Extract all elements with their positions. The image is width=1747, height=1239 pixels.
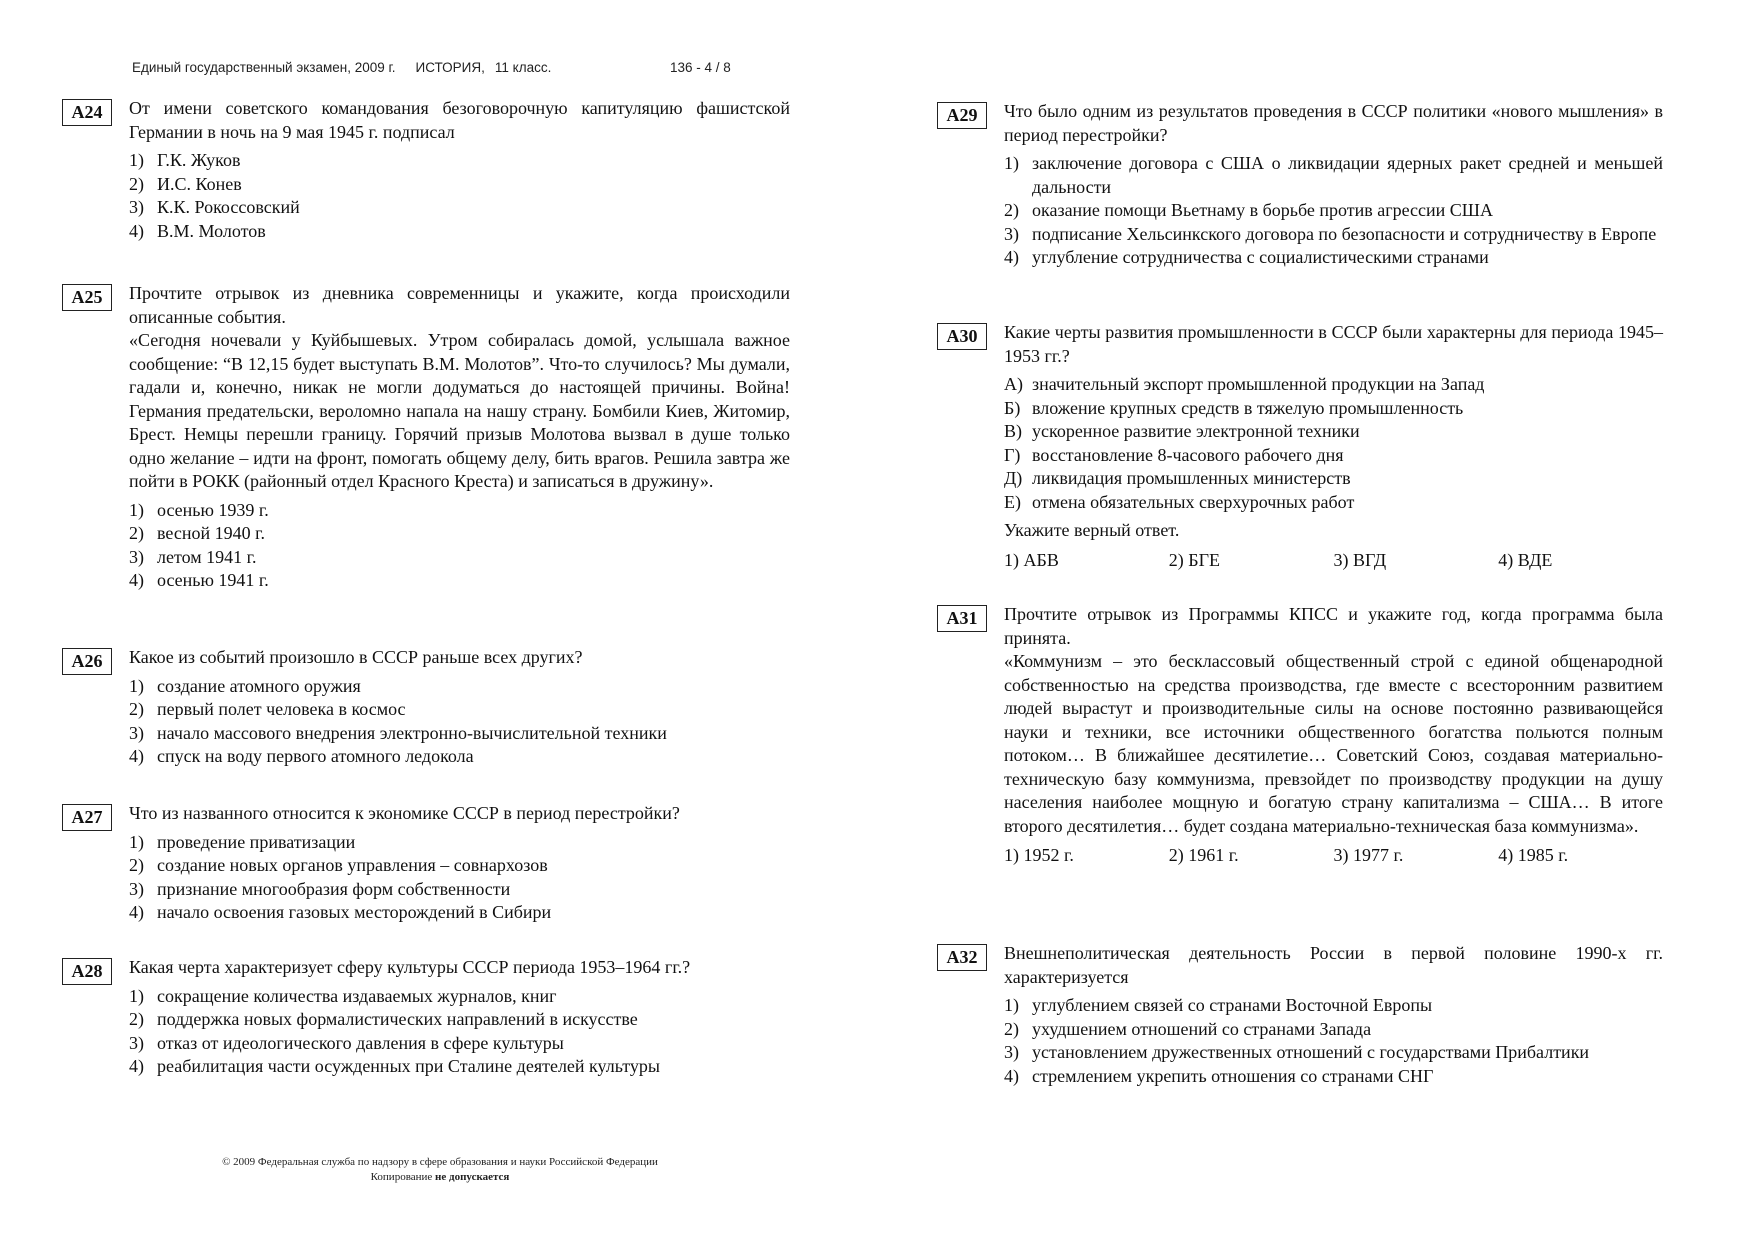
question-number: А24 (62, 99, 112, 126)
question-text: Что было одним из результатов проведения в СССР политики «нового мышления» в период перестройки? (1004, 101, 1663, 145)
question-text (129, 282, 790, 494)
option: 1) заключение договора с США о ликвидации ядерных ракет средней и меньшей дальности (1004, 153, 1663, 197)
options (129, 149, 790, 243)
question-prompt: Прочтите отрывок из Программы КПСС и укажите год, когда программа была принята. (1004, 604, 1663, 648)
option: 1) АБВ (1004, 549, 1059, 570)
question-a24 (62, 97, 790, 243)
answer-options (1004, 844, 1663, 868)
lettered-item: В) ускоренное развитие электронной техники (1004, 421, 1360, 441)
options (1004, 994, 1663, 1088)
question-a31 (937, 603, 1663, 868)
copyright-line: © 2009 Федеральная служба по надзору в сфере образования и науки Российской Федерации (222, 1156, 658, 1168)
options (1004, 152, 1663, 270)
question-text: Что из названного относится к экономике СССР в период перестройки? (129, 803, 680, 823)
option: 3) К.К. Рокоссовский (129, 197, 300, 217)
question-a26 (62, 646, 790, 769)
option: 2) первый полет человека в космос (129, 699, 406, 719)
options (129, 499, 790, 593)
question-number: А29 (937, 102, 987, 129)
question-number: А32 (937, 944, 987, 971)
question-number: А28 (62, 958, 112, 985)
question-text: Какая черта характеризует сферу культуры СССР периода 1953–1964 гг.? (129, 957, 691, 977)
page-footer (160, 1155, 720, 1185)
subject: ИСТОРИЯ, (415, 60, 485, 75)
answer-prompt: Укажите верный ответ. (1004, 520, 1180, 540)
question-text: Какие черты развития промышленности в СССР были характерны для периода 1945–1953 гг.? (1004, 322, 1663, 366)
page-header (132, 60, 731, 75)
option: 1) углублением связей со странами Восточной Европы (1004, 995, 1433, 1015)
question-a30 (937, 321, 1663, 572)
option: 4) ВДЕ (1498, 549, 1553, 570)
lettered-item: Г) восстановление 8-часового рабочего дня (1004, 444, 1344, 465)
option: 3) ВГД (1333, 549, 1387, 570)
lettered-item: Е) отмена обязательных сверхурочных работ (1004, 491, 1355, 512)
question-text: От имени советского командования безоговорочную капитуляцию фашистской Германии в ночь на 9 мая 1945 г. подписал (129, 98, 790, 142)
options (129, 985, 790, 1079)
option: 4) реабилитация части осужденных при Сталине деятелей культуры (129, 1056, 660, 1076)
exam-title: Единый государственный экзамен, 2009 г. (132, 60, 396, 75)
question-text (1004, 603, 1663, 838)
option: 2) ухудшением отношений со странами Запада (1004, 1018, 1372, 1039)
option: 3) летом 1941 г. (129, 546, 257, 567)
option: 1) Г.К. Жуков (129, 150, 241, 170)
question-a29 (937, 100, 1663, 270)
option: 2) БГЕ (1168, 549, 1220, 570)
option: 1) проведение приватизации (129, 831, 356, 852)
question-a25 (62, 282, 790, 593)
quote-text: «Коммунизм – это бесклассовый общественный строй с единой общенародной собственностью на средства производства, где вместе с всесторонним развитием людей вырастут и производительные силы на основе постоянно развивающейся науки и техники, все источники общественного богатства польются полным потоком… В ближайшее десятилетие… Советский Союз, создавая материально-техническую базу коммунизма, превзойдет по производству продукции на душу населения наиболее мощную и богатую страну капитализма – США… В итоге второго десятилетия… будет создана материально-техническая база коммунизма». (1004, 651, 1663, 836)
question-a32 (937, 942, 1663, 1088)
option: 3) 1977 г. (1333, 845, 1404, 865)
grade: 11 класс. (494, 60, 552, 75)
option: 2) весной 1940 г. (129, 523, 265, 543)
option: 2) 1961 г. (1168, 845, 1239, 865)
option: 4) В.М. Молотов (129, 220, 266, 241)
option: 4) спуск на воду первого атомного ледокола (129, 746, 474, 766)
option: 2) оказание помощи Вьетнаму в борьбе против агрессии США (1004, 200, 1493, 220)
question-text: Внешнеполитическая деятельность России в первой половине 1990-х гг. характеризуется (1004, 943, 1663, 987)
lettered-item: А) значительный экспорт промышленной продукции на Запад (1004, 374, 1485, 394)
lettered-item: Б) вложение крупных средств в тяжелую промышленность (1004, 397, 1464, 418)
option: 4) осенью 1941 г. (129, 570, 269, 590)
option: 2) поддержка новых формалистических направлений в искусстве (129, 1009, 638, 1029)
options (129, 831, 790, 925)
question-number: А31 (937, 605, 987, 632)
option: 3) установлением дружественных отношений с государствами Прибалтики (1004, 1042, 1590, 1062)
options (129, 675, 790, 769)
option: 2) И.С. Конев (129, 173, 242, 194)
lettered-item: Д) ликвидация промышленных министерств (1004, 468, 1351, 488)
copy-notice: Копирование не допускается (370, 1171, 510, 1183)
option: 1) создание атомного оружия (129, 675, 361, 696)
option: 3) отказ от идеологического давления в сфере культуры (129, 1032, 564, 1053)
page-number: 136 - 4 / 8 (670, 60, 731, 75)
option: 4) начало освоения газовых месторождений в Сибири (129, 902, 552, 922)
option: 4) 1985 г. (1498, 845, 1569, 865)
option: 3) признание многообразия форм собственности (129, 878, 511, 899)
option: 1) 1952 г. (1004, 845, 1074, 865)
question-a27 (62, 802, 790, 925)
option: 1) осенью 1939 г. (129, 499, 269, 520)
question-number: А27 (62, 804, 112, 831)
question-number: А25 (62, 284, 112, 311)
question-a28 (62, 956, 790, 1079)
option: 4) углубление сотрудничества с социалистическими странами (1004, 247, 1489, 267)
option: 4) стремлением укрепить отношения со странами СНГ (1004, 1065, 1434, 1086)
lettered-items (1004, 373, 1663, 514)
question-number: А26 (62, 648, 112, 675)
option: 1) сокращение количества издаваемых журналов, книг (129, 985, 557, 1006)
option: 3) начало массового внедрения электронно-вычислительной техники (129, 722, 667, 743)
question-number: А30 (937, 323, 987, 350)
option: 2) создание новых органов управления – совнархозов (129, 855, 548, 875)
question-prompt: Прочтите отрывок из дневника современницы и укажите, когда происходили описанные события. (129, 283, 790, 327)
quote-text: «Сегодня ночевали у Куйбышевых. Утром собиралась домой, услышала важное сообщение: “В 12,15 будет выступать В.М. Молотов”. Что-то случилось? Мы думали, гадали и, конечно, никак не могли додуматься до настоящей причины. Война! Германия предательски, вероломно напала на нашу страну. Бомбили Киев, Житомир, Брест. Немцы перешли границу. Горячий призыв Молотова вызвал в душе только одно желание – идти на фронт, помогать общему делу, бить врагов. Решила завтра же пойти в РОКК (районный отдел Красного Креста) и записаться в дружину». (129, 330, 790, 491)
option: 3) подписание Хельсинкского договора по безопасности и сотрудничеству в Европе (1004, 223, 1657, 244)
answer-options (1004, 549, 1663, 573)
question-text: Какое из событий произошло в СССР раньше всех других? (129, 647, 583, 667)
